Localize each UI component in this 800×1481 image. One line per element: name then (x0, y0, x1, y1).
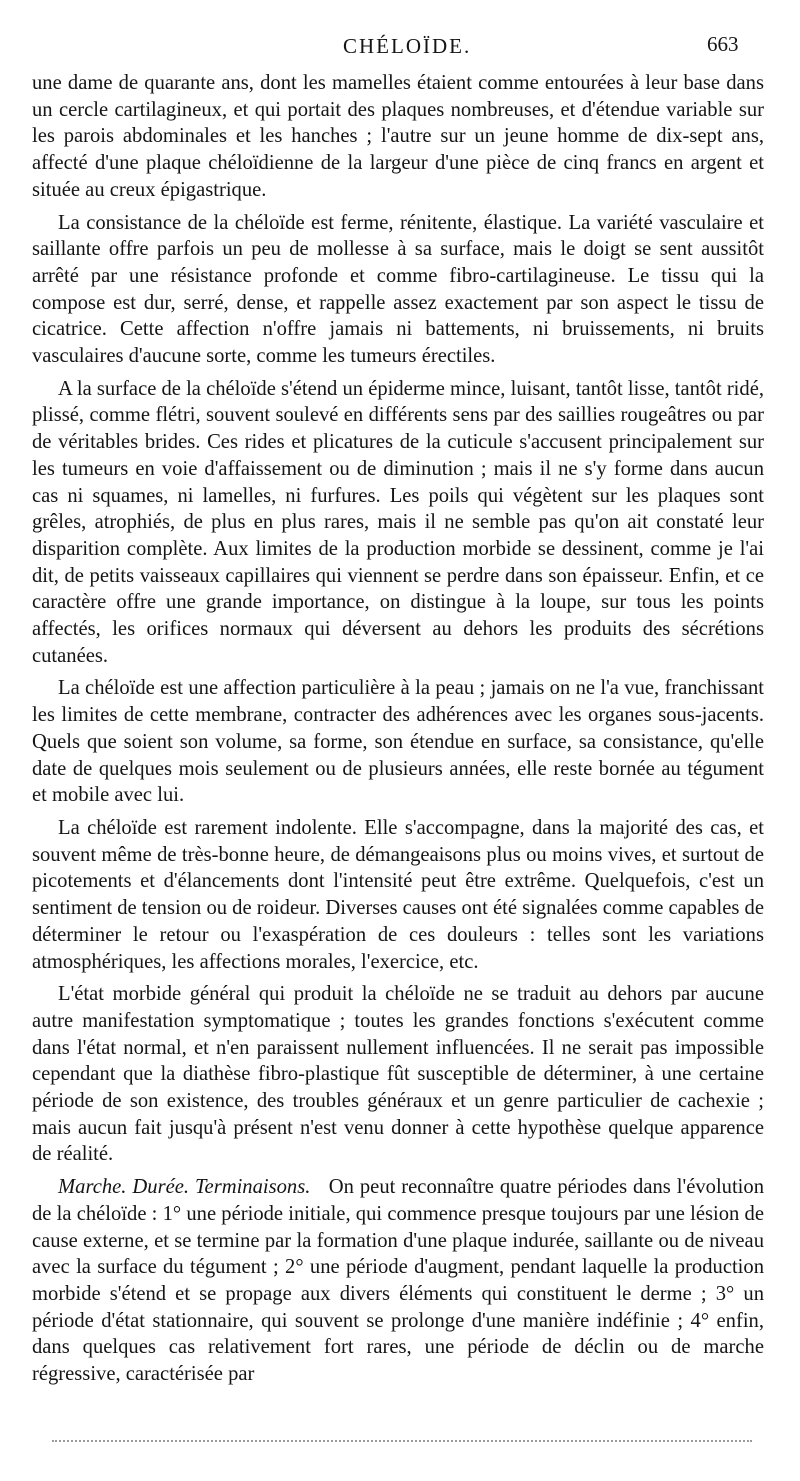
paragraph-marche-text: On peut reconnaître quatre périodes dans l'évolution de la chéloïde : 1° une période initiale, qui commence presque toujours par une lésion de cause externe, et se termine par la formation d'une plaque indurée, saillante ou de niveau avec la surface du tégument ; 2° une période d'augment, pendant laquelle la production morbide s'étend et se propage aux divers éléments qui constituent le derme ; 3° un période d'état stationnaire, qui souvent se prolonge d'une manière indéfinie ; 4° enfin, dans quelques cas relativement fort rares, une période de déclin ou de marche régressive, caractérisée par (32, 1176, 764, 1386)
paragraph-continuation: une dame de quarante ans, dont les mamelles étaient comme entourées à leur base dans un cercle cartilagineux, et qui portait des plaques nombreuses, et d'étendue variable sur les parois abdominales et les hanches ; l'autre sur un jeune homme de dix-sept ans, affecté d'une plaque chéloïdienne de la largeur d'une pièce de cinq francs en argent et située au creux épigastrique. (32, 72, 764, 201)
footer-print-artifact (52, 1440, 752, 1445)
paragraph-affection-peau: La chéloïde est une affection particulière à la peau ; jamais on ne l'a vue, franchissant les limites de cette membrane, contracter des adhérences avec les organes sous-jacents. Quels que soient son volume, sa forme, son étendue en surface, sa consistance, qu'elle date de quelques mois seulement ou de plusieurs années, elle reste bornée au tégument et mobile avec lui. (32, 677, 764, 807)
running-head (0, 32, 800, 62)
running-title: CHÉLOÏDE. (343, 34, 472, 58)
paragraph-indolence: La chéloïde est rarement indolente. Elle s'accompagne, dans la majorité des cas, et souvent même de très-bonne heure, de démangeaisons plus ou moins vives, et surtout de picotements et d'élancements dont l'intensité peut être extrême. Quelquefois, c'est un sentiment de tension ou de roideur. Diverses causes ont été signalées comme capables de déterminer le retour ou l'exaspération de ces douleurs : telles sont les variations atmosphériques, les affections morales, l'exercice, etc. (32, 816, 764, 973)
section-heading-marche: Marche. Durée. Terminaisons. (58, 1176, 311, 1199)
paragraph-etat-general: L'état morbide général qui produit la chéloïde ne se traduit au dehors par aucune autre manifestation symptomatique ; toutes les grandes fonctions s'exécutent comme dans l'état normal, et n'en paraissent nullement influencées. Il ne serait pas impossible cependant que la diathèse fibro-plastique fût susceptible de déterminer, à une certaine période de son existence, des troubles généraux et un genre particulier de cachexie ; mais aucun fait jusqu'à présent n'est venu donner à cette hypothèse quelque apparence de réalité. (32, 983, 764, 1166)
paragraph-marche (32, 1174, 764, 1388)
paragraph-consistance: La consistance de la chéloïde est ferme, rénitente, élastique. La variété vasculaire et saillante offre parfois un peu de mollesse à sa surface, mais le doigt se sent aussitôt arrêté par une résistance profonde et comme fibro-cartilagineuse. Le tissu qui la compose est dur, serré, dense, et rappelle assez exactement par son aspect le tissu de cicatrice. Cette affection n'offre jamais ni battements, ni bruissements, ni bruits vasculaires d'aucune sorte, comme les tumeurs érectiles. (32, 211, 764, 368)
body-text (32, 70, 764, 1394)
paragraph-surface: A la surface de la chéloïde s'étend un épiderme mince, luisant, tantôt lisse, tantôt ridé, plissé, comme flétri, souvent soulevé en différents sens par des saillies rougeâtres ou par de véritables brides. Ces rides et plicatures de la cuticule s'accusent principalement sur les tumeurs en voie d'affaissement ou de diminution ; mais il ne s'y forme dans aucun cas ni squames, ni lamelles, ni furfures. Les poils qui végètent sur les plaques sont grêles, atrophiés, de plus en plus rares, mais il ne semble pas qu'on ait constaté leur disparition complète. Aux limites de la production morbide se dessinent, comme je l'ai dit, de petits vaisseaux capillaires qui viennent se perdre dans son épaisseur. Enfin, et ce caractère offre une grande importance, on distingue à la loupe, sur tous les points affectés, les orifices normaux qui déversent au dehors les produits des sécrétions cutanées. (32, 377, 764, 667)
page-number: 663 (707, 32, 739, 56)
